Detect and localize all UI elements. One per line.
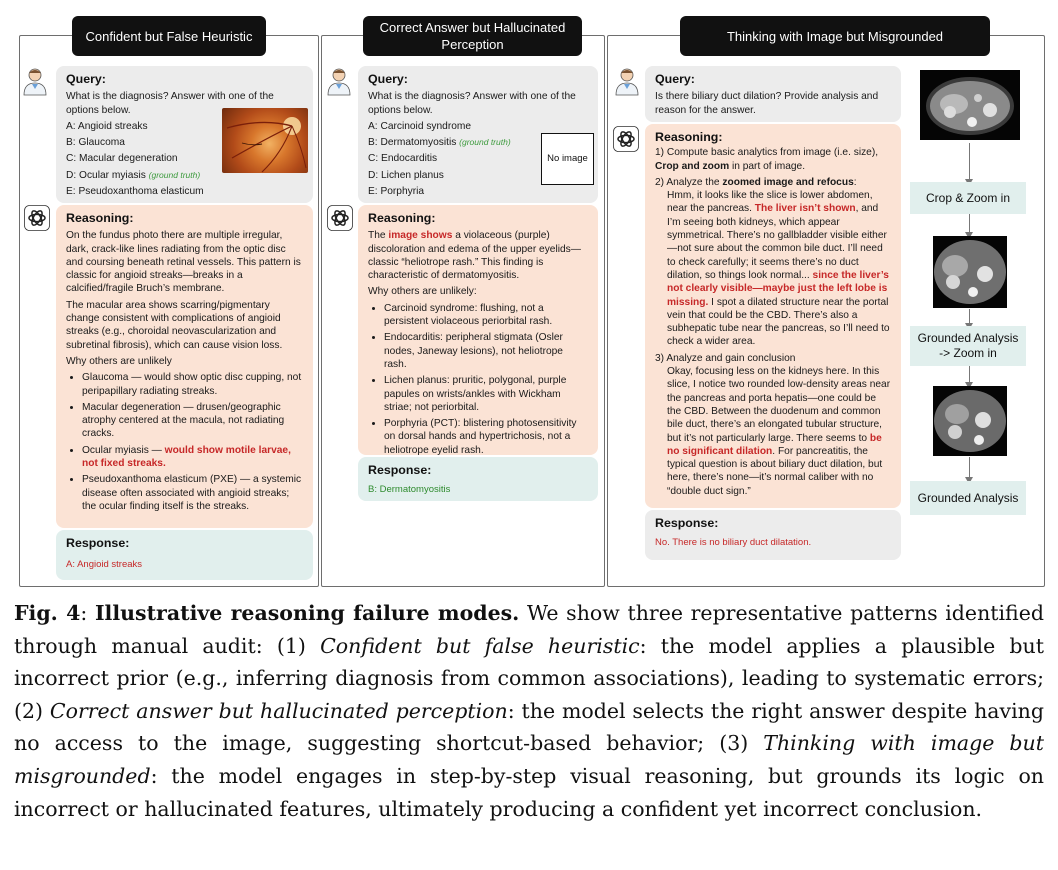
reasoning-text: , and I’m seeing both kidneys, which appear symmetrical. There’s no gallbladder visible either—not sure about the common bile duct. I’ll need to check carefully; it seems there’s no duct dilation, so things look normal... xyxy=(667,203,887,281)
caption-term: Thinking with image but misgrounded xyxy=(14,731,1044,788)
ct-scan-zoom xyxy=(933,386,1007,456)
reasoning-bullets xyxy=(368,302,588,457)
reasoning-label: Reasoning: xyxy=(655,130,723,144)
reasoning-label: Reasoning: xyxy=(368,211,436,225)
reasoning-paragraph xyxy=(368,229,588,282)
highlighted-error: image shows xyxy=(388,230,453,242)
reasoning-text: Okay, focusing less on the kidneys here. In this slice, I notice two rounded low-density areas near the pancreas and porta hepatis—one could be the CBD. Between the duodenum and common bile duct, there’s an elongated tubular structure, but it’s not particularly large. There seems to xyxy=(667,366,891,444)
reasoning-subheading: Why others are unlikely xyxy=(66,355,172,367)
reasoning-text: I spot a dilated structure near the portal vein that could be the CBD. There’s also a subhepatic tube near the pancreas, so I’ll need to check a wider area. xyxy=(667,296,890,348)
reasoning-subheading: Why others are unlikely: xyxy=(368,286,477,298)
bullet-item: • Pseudoxanthoma elasticum (PXE) — a systemic disease often associated with angioid streaks; the ocular finding itself is the streaks. xyxy=(82,473,303,513)
response-text: A: Angioid streaks xyxy=(66,559,143,571)
response-text: B: Dermatomyositis xyxy=(368,484,451,496)
caption-text: : the model applies a plausible but incorrect prior (e.g., inferring diagnosis from common associations), leading to systematic errors; (2) xyxy=(14,633,1044,723)
query-text: What is the diagnosis? Answer with one of the options below. xyxy=(368,91,576,116)
highlighted-error: since the liver’s not clearly visible—maybe just the left lobe is missing. xyxy=(667,269,889,308)
caption-text: We show three representative patterns identified through manual audit: (1) xyxy=(14,601,1044,658)
flow-step: Crop & Zoom in xyxy=(910,182,1026,214)
figure-label: Fig. 4 xyxy=(14,601,81,625)
caption-text: : the model engages in step-by-step visual reasoning, but grounds its logic on incorrect or hallucinated features, ultimately producing a confident yet incorrect conclusion. xyxy=(14,763,1044,821)
flow-arrow xyxy=(969,214,970,233)
reasoning-text: The xyxy=(368,230,389,242)
flow-arrow xyxy=(969,143,970,180)
ct-scan-graphic xyxy=(933,386,1007,456)
option-d: D: Ocular myiasis xyxy=(66,169,146,181)
option-b: B: Glaucoma xyxy=(66,137,125,149)
reasoning-text: : xyxy=(853,176,857,188)
query-label: Query: xyxy=(655,72,695,86)
reasoning-box xyxy=(645,124,901,508)
option-d: D: Lichen planus xyxy=(368,169,444,181)
highlighted-error: The liver isn’t shown xyxy=(754,203,856,215)
openai-icon xyxy=(327,205,353,231)
reasoning-paragraph xyxy=(655,189,891,349)
fundus-vessels xyxy=(222,108,308,173)
ct-scan-full xyxy=(920,70,1020,140)
query-label: Query: xyxy=(368,72,408,86)
ct-scan-graphic xyxy=(920,70,1020,140)
response-text: No. There is no biliary duct dilatation. xyxy=(655,537,812,549)
caption-term: Confident but false heuristic xyxy=(320,633,640,658)
caption-term: Correct answer but hallucinated perception xyxy=(49,698,508,723)
reasoning-bullets xyxy=(66,371,303,513)
reasoning-text: 2) Analyze the xyxy=(655,176,723,188)
bullet-item: • Lichen planus: pruritic, polygonal, purple papules on wrists/ankles with Wickham striae; not periorbital. xyxy=(384,374,588,414)
reasoning-paragraph xyxy=(655,365,891,498)
reasoning-text: . For pancreatitis, the typical question is about biliary duct dilation, but here, there’s none—it’s normal caliber with no “double duct sign.” xyxy=(667,445,883,497)
bullet-item xyxy=(82,444,303,471)
response-box xyxy=(56,530,313,580)
flow-arrow xyxy=(969,309,970,324)
flow-step: Grounded Analysis xyxy=(910,481,1026,515)
caption-text: : the model selects the right answer despite having no access to the image, suggesting shortcut-based behavior; (3) xyxy=(14,698,1044,756)
bullet-item: • Porphyria (PCT): blistering photosensitivity on dorsal hands and hypertrichosis, not a heliotrope eyelid rash. xyxy=(384,417,588,457)
ct-scan-graphic xyxy=(933,236,1007,308)
query-label: Query: xyxy=(66,72,106,86)
query-box xyxy=(645,66,901,122)
figure-caption xyxy=(14,597,1044,825)
ct-scan-zoom xyxy=(933,236,1007,308)
bullet-item: • Carcinoid syndrome: flushing, not a persistent violaceous periorbital rash. xyxy=(384,302,588,329)
flow-step: Grounded Analysis -> Zoom in xyxy=(910,326,1026,366)
bullet-item: • Endocarditis: peripheral stigmata (Osler nodes, Janeway lesions), not heliotrope rash. xyxy=(384,331,588,371)
query-text: What is the diagnosis? Answer with one of the options below. xyxy=(66,91,274,116)
reasoning-text: in part of image. xyxy=(729,160,806,172)
panel-title: Correct Answer but Hallucinated Perception xyxy=(363,16,582,56)
bullet-item: • Glaucoma — would show optic disc cupping, not peripapillary radiating streaks. xyxy=(82,371,303,398)
flow-arrow xyxy=(969,366,970,383)
ground-truth-tag: (ground truth) xyxy=(459,137,511,148)
highlighted-error: would show motile larvae, not fixed streaks. xyxy=(82,444,291,470)
query-text: Is there biliary duct dilation? Provide analysis and reason for the answer. xyxy=(655,91,879,116)
response-label: Response: xyxy=(655,516,719,530)
option-a: A: Angioid streaks xyxy=(66,120,148,132)
panel-title: Thinking with Image but Misgrounded xyxy=(680,16,990,56)
bullet-item: • Macular degeneration — drusen/geographic atrophy centered at the macula, not radiating cracks. xyxy=(82,401,303,441)
response-box xyxy=(358,457,598,501)
reasoning-text: Hmm, it looks like the slice is lower abdomen, near the pancreas. xyxy=(667,190,873,215)
panel-title: Confident but False Heuristic xyxy=(72,16,266,56)
reasoning-text: 1) Compute basic analytics from image (i.e. size), xyxy=(655,147,879,159)
no-image-placeholder: No image xyxy=(541,133,594,185)
doctor-icon xyxy=(612,66,642,96)
reasoning-paragraph: On the fundus photo there are multiple irregular, dark, crack-like lines radiating from the optic disc and coursing beneath retinal vessels. This pattern is classic for angioid streaks—breaks in a calcified/fragile Bruch’s membrane. xyxy=(66,230,301,295)
reasoning-bold: Crop and zoom xyxy=(655,160,730,172)
reasoning-label: Reasoning: xyxy=(66,211,134,225)
reasoning-box xyxy=(358,205,598,455)
reasoning-bold: zoomed image and refocus xyxy=(722,176,854,188)
ground-truth-tag: (ground truth) xyxy=(148,169,201,180)
bullet-text: Ocular myiasis — xyxy=(82,444,165,456)
reasoning-text: a violaceous (purple) discoloration and edema of the upper eyelids—classic “heliotrope rash.” This finding is characteristic of dermatomyositis. xyxy=(368,230,581,282)
reasoning-step: 3) Analyze and gain conclusion xyxy=(655,352,796,364)
option-b: B: Dermatomyositis xyxy=(368,137,457,149)
doctor-icon xyxy=(20,66,50,96)
reasoning-paragraph: The macular area shows scarring/pigmentary change consistent with complications of angioid streaks (e.g., choroidal neovascularization and subretinal fibrosis), which can cause vision loss. xyxy=(66,299,283,351)
response-box xyxy=(645,510,901,560)
openai-icon xyxy=(24,205,50,231)
option-c: C: Macular degeneration xyxy=(66,153,178,165)
caption-title: Illustrative reasoning failure modes. xyxy=(94,601,520,625)
option-c: C: Endocarditis xyxy=(368,153,438,165)
response-label: Response: xyxy=(66,536,130,550)
caption-text: : xyxy=(80,601,95,625)
highlighted-error: be no significant dilation xyxy=(667,432,882,457)
option-a: A: Carcinoid syndrome xyxy=(368,120,472,132)
option-e: E: Porphyria xyxy=(368,186,425,198)
openai-icon xyxy=(613,126,639,152)
reasoning-box xyxy=(56,205,313,528)
flow-arrow xyxy=(969,457,970,478)
fundus-photo xyxy=(222,108,308,173)
reasoning-step xyxy=(655,176,891,189)
response-label: Response: xyxy=(368,463,432,477)
doctor-icon xyxy=(324,66,354,96)
reasoning-step xyxy=(655,146,891,173)
option-e: E: Pseudoxanthoma elasticum xyxy=(66,186,204,198)
